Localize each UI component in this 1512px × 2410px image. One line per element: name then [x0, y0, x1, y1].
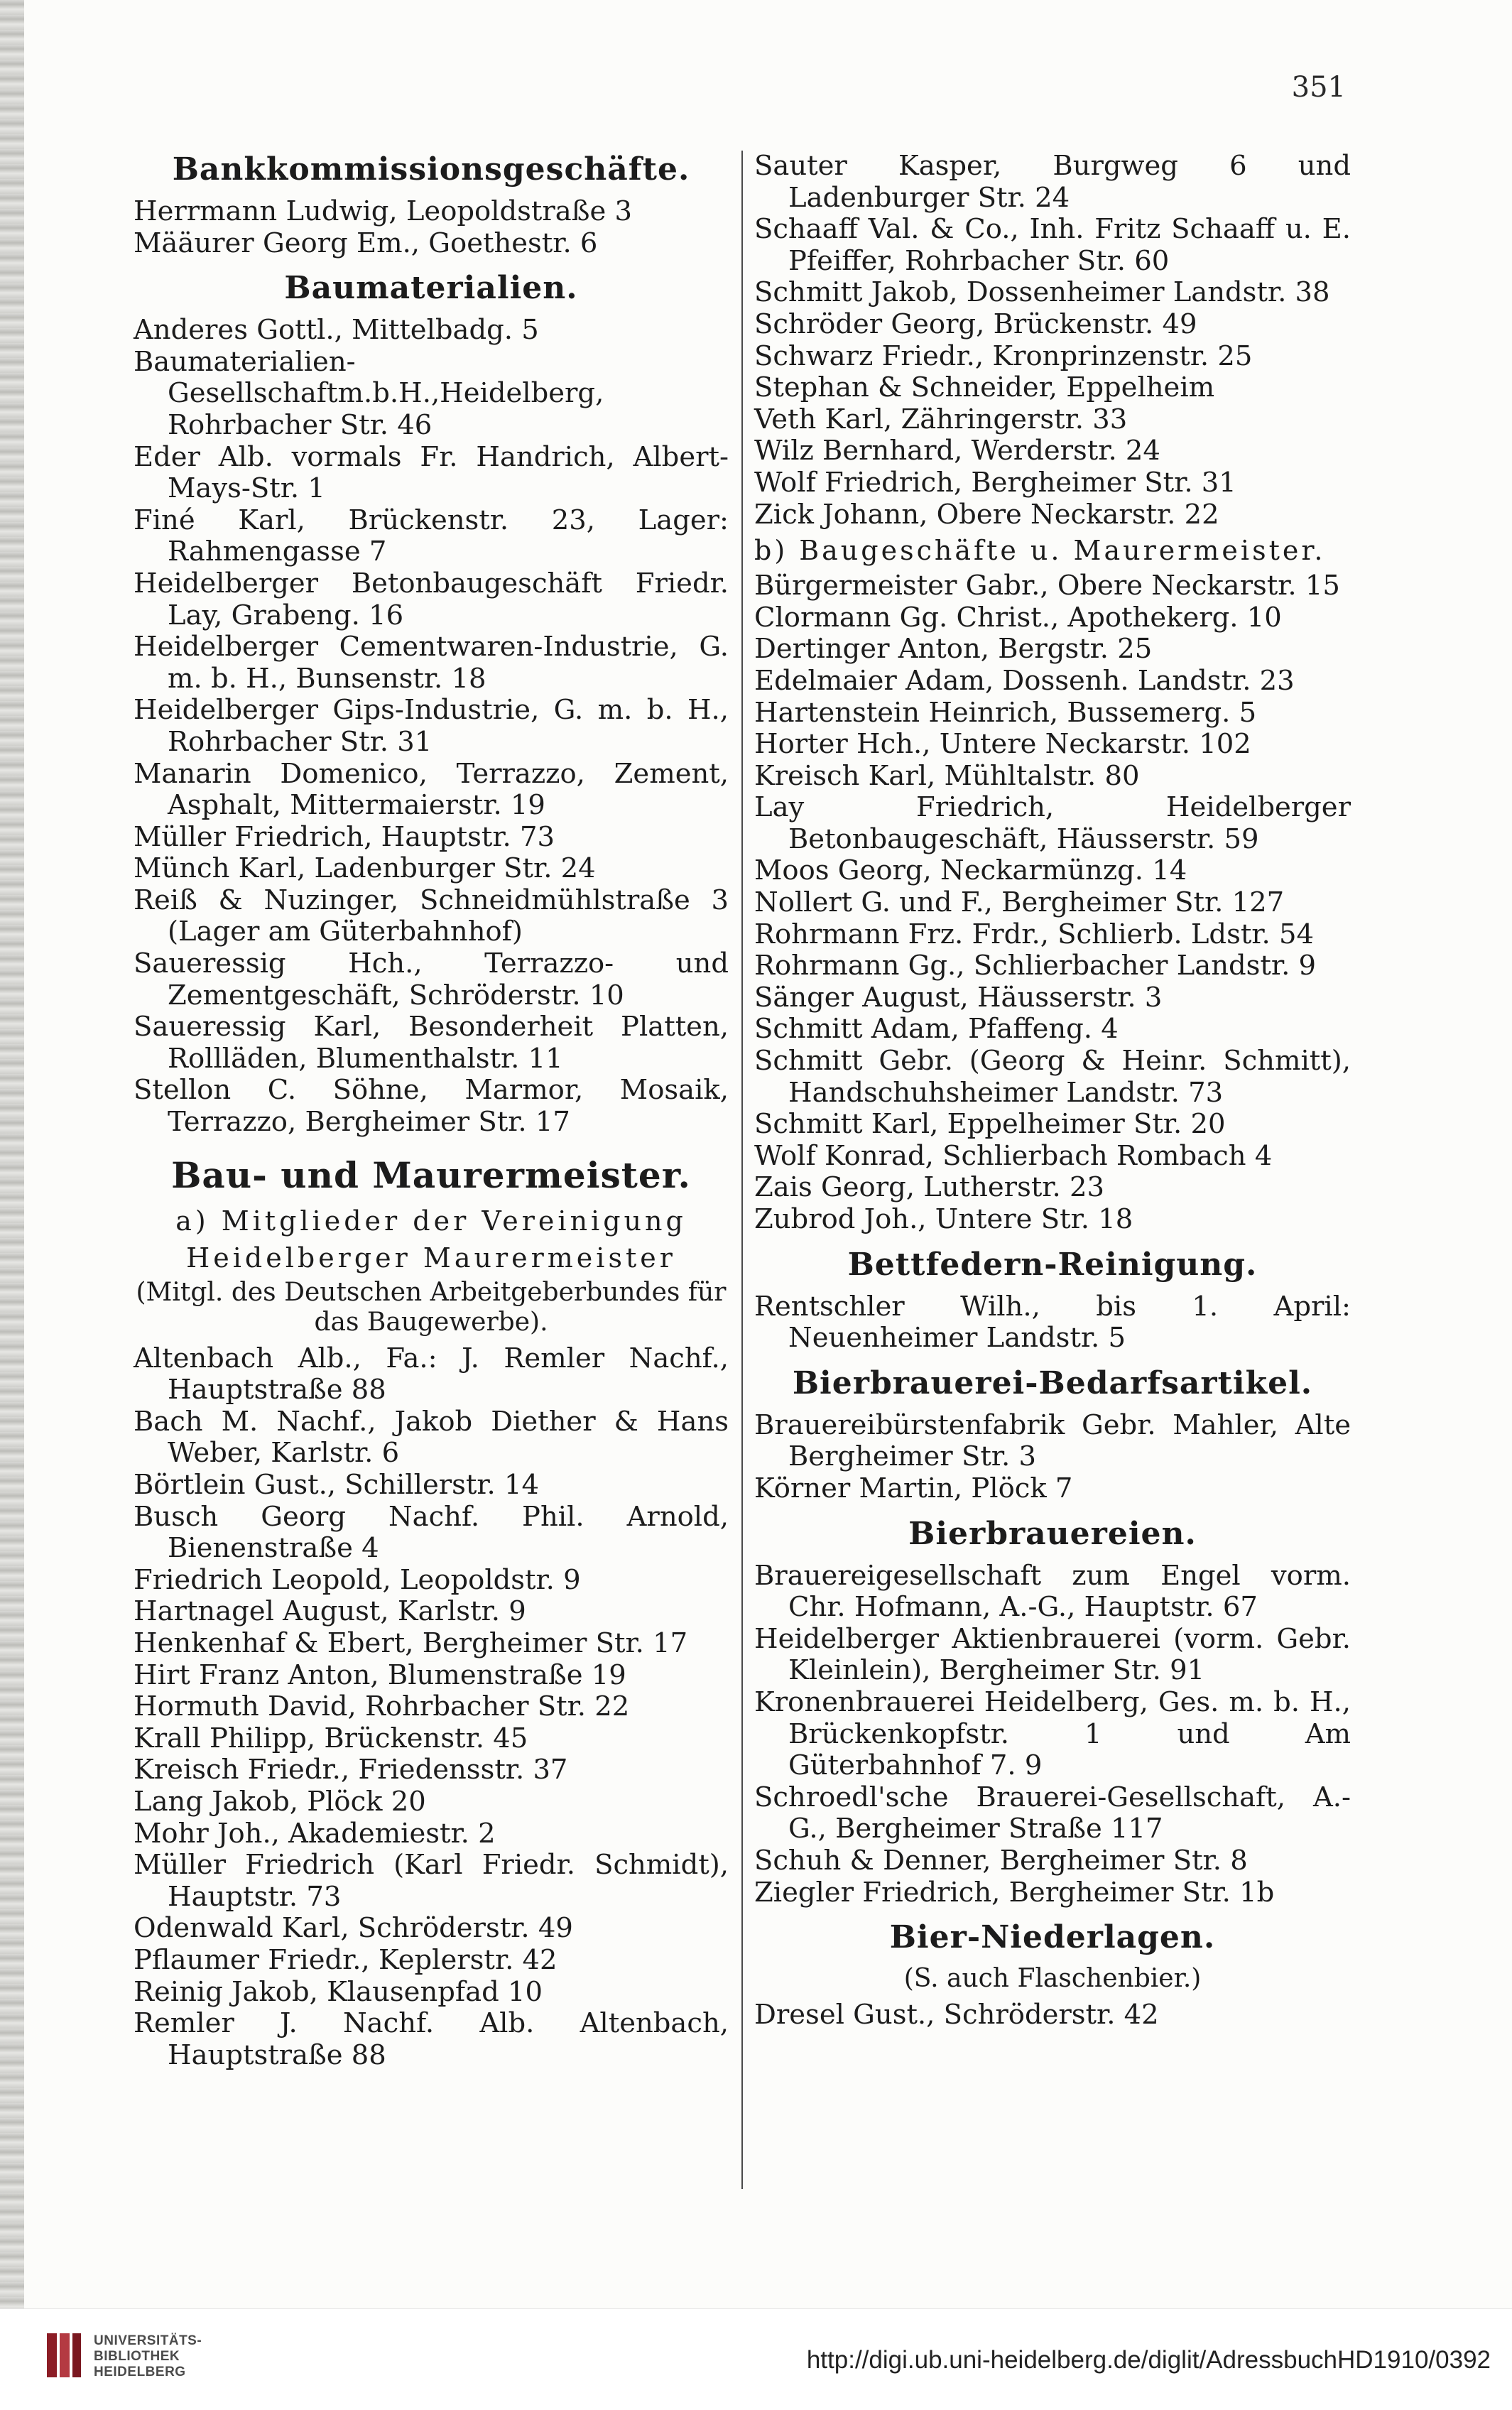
directory-entry: Määurer Georg Em., Goethestr. 6	[134, 227, 598, 259]
book-binding-edge	[0, 0, 24, 2308]
directory-entry: Hartnagel August, Karlstr. 9	[134, 1595, 526, 1628]
directory-entry: Manarin Domenico, Terrazzo, Zement, Asphalt, Mittermaierstr. 19	[134, 757, 729, 822]
directory-entry: Rohrmann Frz. Frdr., Schlierb. Ldstr. 54	[754, 918, 1314, 950]
directory-entry: Horter Hch., Untere Neckarstr. 102	[754, 728, 1251, 761]
directory-entry: Schuh & Denner, Bergheimer Str. 8	[754, 1844, 1248, 1877]
directory-entry: Edelmaier Adam, Dossenh. Landstr. 23	[754, 664, 1295, 697]
directory-entry: Anderes Gottl., Mittelbadg. 5	[134, 314, 539, 347]
directory-entry: Ziegler Friedrich, Bergheimer Str. 1b	[754, 1876, 1275, 1909]
directory-entry: Hirt Franz Anton, Blumenstraße 19	[134, 1659, 626, 1691]
directory-entry: Friedrich Leopold, Leopoldstr. 9	[134, 1563, 581, 1596]
directory-entry: Saueressig Karl, Besonderheit Platten, Rollläden, Blumenthalstr. 11	[134, 1011, 729, 1075]
column-divider	[741, 151, 743, 2189]
library-name-line-3: HEIDELBERG	[94, 2365, 186, 2379]
note-text: (S. auch Flaschenbier.)	[903, 1964, 1202, 1994]
directory-entry: Schmitt Adam, Pfaffeng. 4	[754, 1013, 1119, 1046]
directory-entry: Heidelberger Cementwaren-Industrie, G. m. b. H., Bunsenstr. 18	[134, 631, 729, 695]
directory-entry: Schröder Georg, Brückenstr. 49	[754, 308, 1197, 340]
directory-entry: Sauter Kasper, Burgweg 6 und Ladenburger Str. 24	[754, 150, 1351, 214]
library-name	[94, 2333, 202, 2380]
directory-entry: Clormann Gg. Christ., Apothekerg. 10	[754, 601, 1282, 634]
section-heading: Bierbrauereien.	[908, 1515, 1197, 1552]
directory-entry: Kreisch Friedr., Friedensstr. 37	[134, 1754, 568, 1786]
directory-entry: Dresel Gust., Schröderstr. 42	[754, 1999, 1159, 2031]
directory-entry: Herrmann Ludwig, Leopoldstraße 3	[134, 195, 632, 227]
directory-entry: Sänger August, Häusserstr. 3	[754, 981, 1163, 1014]
directory-entry: Schroedl'sche Brauerei-Gesellschaft, A.-G., Bergheimer Straße 117	[754, 1781, 1351, 1845]
subheading: Heidelberger Maurermeister	[186, 1242, 676, 1274]
directory-entry: Remler J. Nachf. Alb. Altenbach, Hauptstraße 88	[134, 2007, 729, 2071]
directory-entry: Schwarz Friedr., Kronprinzenstr. 25	[754, 340, 1253, 372]
section-heading: Bettfedern-Reinigung.	[847, 1246, 1258, 1283]
directory-entry: Hartenstein Heinrich, Bussemerg. 5	[754, 696, 1257, 729]
directory-entry: Lay Friedrich, Heidelberger Betonbaugeschäft, Häusserstr. 59	[754, 791, 1351, 855]
directory-entry: Veth Karl, Zähringerstr. 33	[754, 403, 1128, 435]
subheading: b) Baugeschäfte u. Maurermeister.	[754, 535, 1326, 567]
directory-entry: Stellon C. Söhne, Marmor, Mosaik, Terrazzo, Bergheimer Str. 17	[134, 1074, 729, 1139]
page-number: 351	[1291, 71, 1346, 104]
directory-entry: Kreisch Karl, Mühltalstr. 80	[754, 759, 1140, 792]
directory-entry: Heidelberger Aktienbrauerei (vorm. Gebr. Kleinlein), Bergheimer Str. 91	[754, 1622, 1351, 1687]
section-heading: Bau- und Maurermeister.	[171, 1154, 691, 1196]
directory-entry: Heidelberger Betonbaugeschäft Friedr. Lay, Grabeng. 16	[134, 567, 729, 631]
directory-entry: Reiß & Nuzinger, Schneidmühlstraße 3 (Lager am Güterbahnhof)	[134, 884, 729, 948]
directory-entry: Müller Friedrich (Karl Friedr. Schmidt), Hauptstr. 73	[134, 1849, 729, 1913]
note-text: (Mitgl. des Deutschen Arbeitgeberbundes für das Baugewerbe).	[136, 1277, 727, 1337]
directory-entry: Schaaff Val. & Co., Inh. Fritz Schaaff u. E. Pfeiffer, Rohrbacher Str. 60	[754, 213, 1351, 277]
directory-entry: Schmitt Karl, Eppelheimer Str. 20	[754, 1108, 1226, 1141]
source-url-link[interactable]: http://digi.ub.uni-heidelberg.de/diglit/AdressbuchHD1910/0392	[806, 2346, 1491, 2374]
directory-entry: Krall Philipp, Brückenstr. 45	[134, 1722, 528, 1754]
directory-entry: Börtlein Gust., Schillerstr. 14	[134, 1469, 540, 1501]
directory-entry: Baumaterialien-Gesellschaftm.b.H.,Heidelberg, Rohrbacher Str. 46	[134, 345, 604, 441]
directory-entry: Rentschler Wilh., bis 1. April: Neuenheimer Landstr. 5	[754, 1290, 1351, 1355]
directory-entry: Pflaumer Friedr., Keplerstr. 42	[134, 1943, 558, 1976]
directory-entry: Eder Alb. vormals Fr. Handrich, Albert-Mays-Str. 1	[134, 440, 729, 505]
directory-entry: Henkenhaf & Ebert, Bergheimer Str. 17	[134, 1627, 688, 1659]
left-column	[134, 151, 729, 2071]
directory-entry: Wolf Konrad, Schlierbach Rombach 4	[754, 1139, 1273, 1172]
directory-entry: Altenbach Alb., Fa.: J. Remler Nachf., Hauptstraße 88	[134, 1342, 729, 1406]
directory-entry: Brauereibürstenfabrik Gebr. Mahler, Alte Bergheimer Str. 3	[754, 1408, 1351, 1473]
directory-entry: Körner Martin, Plöck 7	[754, 1472, 1073, 1504]
directory-entry: Zick Johann, Obere Neckarstr. 22	[754, 498, 1219, 531]
directory-entry: Reinig Jakob, Klausenpfad 10	[134, 1975, 543, 2008]
directory-entry: Rohrmann Gg., Schlierbacher Landstr. 9	[754, 950, 1317, 982]
directory-entry: Odenwald Karl, Schröderstr. 49	[134, 1912, 573, 1945]
directory-entry: Saueressig Hch., Terrazzo- und Zementgeschäft, Schröderstr. 10	[134, 948, 729, 1011]
directory-entry: Moos Georg, Neckarmünzg. 14	[754, 854, 1187, 887]
directory-entry: Kronenbrauerei Heidelberg, Ges. m. b. H., Brückenkopfstr. 1 und Am Güterbahnhof 7. 9	[754, 1686, 1351, 1782]
directory-entry: Brauereigesellschaft zum Engel vorm. Chr. Hofmann, A.-G., Hauptstr. 67	[754, 1559, 1351, 1624]
directory-entry: Zubrod Joh., Untere Str. 18	[754, 1203, 1133, 1235]
section-heading: Baumaterialien.	[284, 270, 578, 307]
library-name-line-1: UNIVERSITÄTS-	[94, 2333, 202, 2348]
section-heading: Bier-Niederlagen.	[889, 1919, 1216, 1956]
directory-entry: Finé Karl, Brückenstr. 23, Lager: Rahmengasse 7	[134, 504, 729, 568]
directory-entry: Heidelberger Gips-Industrie, G. m. b. H., Rohrbacher Str. 31	[134, 694, 729, 758]
directory-entry: Schmitt Gebr. (Georg & Heinr. Schmitt), Handschuhsheimer Landstr. 73	[754, 1045, 1351, 1109]
directory-entry: Bach M. Nachf., Jakob Diether & Hans Weber, Karlstr. 6	[134, 1405, 729, 1470]
directory-entry: Wilz Bernhard, Werderstr. 24	[754, 435, 1160, 467]
directory-entry: Stephan & Schneider, Eppelheim	[754, 371, 1215, 404]
university-library-logo-icon	[41, 2330, 84, 2380]
directory-entry: Zais Georg, Lutherstr. 23	[754, 1171, 1104, 1204]
footer-bar	[0, 2308, 1512, 2410]
subheading: a) Mitglieder der Vereinigung	[175, 1205, 687, 1237]
directory-entry: Lang Jakob, Plöck 20	[134, 1785, 426, 1818]
directory-entry: Münch Karl, Ladenburger Str. 24	[134, 852, 596, 885]
directory-entry: Mohr Joh., Akademiestr. 2	[134, 1817, 496, 1850]
section-heading: Bankkommissionsgeschäfte.	[172, 151, 690, 188]
directory-entry: Müller Friedrich, Hauptstr. 73	[134, 820, 555, 853]
directory-entry: Busch Georg Nachf. Phil. Arnold, Bienenstraße 4	[134, 1500, 729, 1565]
right-column	[754, 151, 1351, 2031]
directory-entry: Bürgermeister Gabr., Obere Neckarstr. 15	[754, 570, 1340, 602]
directory-entry: Hormuth David, Rohrbacher Str. 22	[134, 1690, 630, 1723]
directory-entry: Wolf Friedrich, Bergheimer Str. 31	[754, 466, 1236, 499]
directory-entry: Schmitt Jakob, Dossenheimer Landstr. 38	[754, 276, 1330, 309]
section-heading: Bierbrauerei-Bedarfsartikel.	[792, 1364, 1313, 1401]
library-name-line-2: BIBLIOTHEK	[94, 2349, 180, 2364]
directory-entry: Nollert G. und F., Bergheimer Str. 127	[754, 886, 1285, 919]
directory-entry: Dertinger Anton, Bergstr. 25	[754, 633, 1153, 666]
